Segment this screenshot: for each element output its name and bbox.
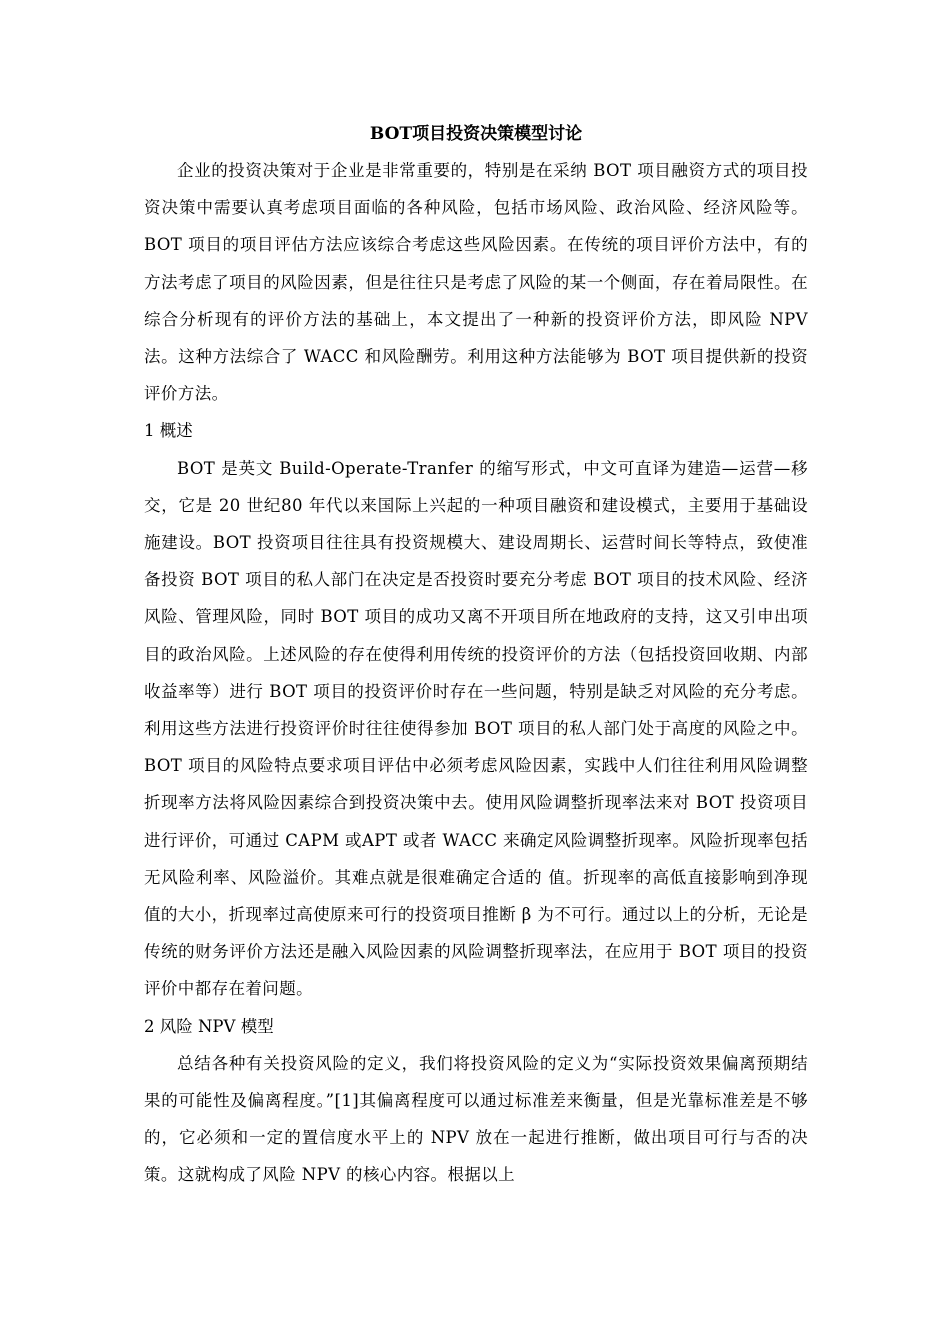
section-1-heading: 1 概述 <box>144 421 193 441</box>
document-page <box>144 116 808 1194</box>
abstract-paragraph: 企业的投资决策对于企业是非常重要的，特别是在采纳 BOT 项目融资方式的项目投资决策中需要认真考虑项目面临的各种风险，包括市场风险、政治风险、经济风险等。BOT 项目的项目评估方法应该综合考虑这些风险因素。在传统的项目评价方法中，有的方法考虑了项目的风险因素，但是往往只是考虑了风险的某一个侧面，存在着局限性。在综合分析现有的评价方法的基础上，本文提出了一种新的投资评价方法，即风险 NPV 法。这种方法综合了 WACC 和风险酬劳。利用这种方法能够为 BOT 项目提供新的投资评价方法。 <box>144 161 808 404</box>
section-2-heading: 2 风险 NPV 模型 <box>144 1016 274 1036</box>
section-2-paragraph: 总结各种有关投资风险的定义，我们将投资风险的定义为“实际投资效果偏离预期结果的可能性及偏离程度。”[1]其偏离程度可以通过标准差来衡量，但是光靠标准差是不够的，它必须和一定的置信度水平上的 NPV 放在一起进行推断，做出项目可行与否的决策。这就构成了风险 NPV 的核心内容。根据以上 <box>144 1053 808 1185</box>
document-title: BOT项目投资决策模型讨论 <box>369 124 583 144</box>
section-1-paragraph: BOT 是英文 Build-Operate-Tranfer 的缩写形式，中文可直译为建造—运营—移交，它是 20 世纪80 年代以来国际上兴起的一种项目融资和建设模式，主要用于基础设施建设。BOT 投资项目往往具有投资规模大、建设周期长、运营时间长等特点，致使准备投资 BOT 项目的私人部门在决定是否投资时要充分考虑 BOT 项目的技术风险、经济风险、管理风险，同时 BOT 项目的成功又离不开项目所在地政府的支持，这又引申出项目的政治风险。上述风险的存在使得利用传统的投资评价的方法（包括投资回收期、内部收益率等）进行 BOT 项目的投资评价时存在一些问题，特别是缺乏对风险的充分考虑。利用这些方法进行投资评价时往往使得参加 BOT 项目的私人部门处于高度的风险之中。BOT 项目的风险特点要求项目评估中必须考虑风险因素，实践中人们往往利用风险调整折现率方法将风险因素综合到投资决策中去。使用风险调整折现率法来对 BOT 投资项目进行评价，可通过 CAPM 或APT 或者 WACC 来确定风险调整折现率。风险折现率包括无风险利率、风险溢价。其难点就是很难确定合适的 值。折现率的高低直接影响到净现值的大小，折现率过高使原来可行的投资项目推断 β 为不可行。通过以上的分析，无论是传统的财务评价方法还是融入风险因素的风险调整折现率法，在应用于 BOT 项目的投资评价中都存在着问题。 <box>144 458 808 999</box>
